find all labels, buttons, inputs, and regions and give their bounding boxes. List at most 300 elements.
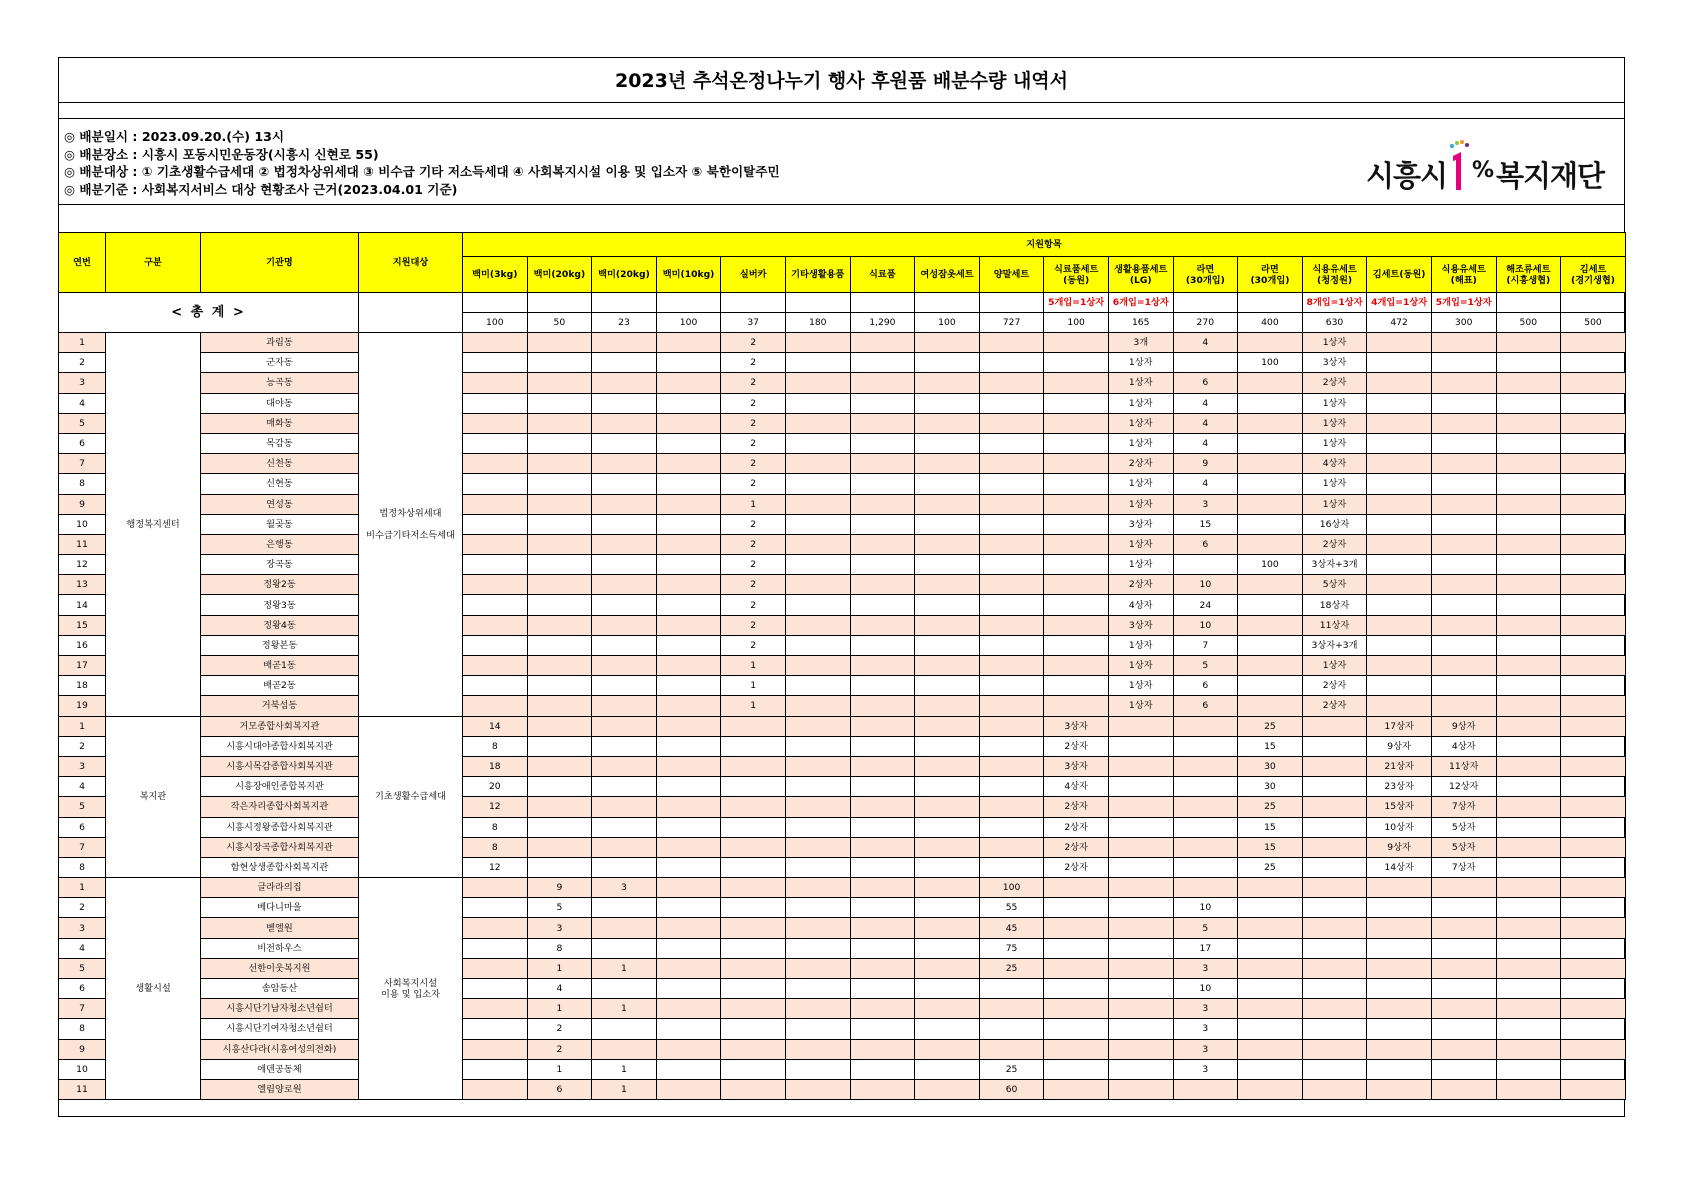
row-value [592, 777, 657, 797]
row-value [592, 393, 657, 413]
total-label: < 총 계 > [59, 293, 359, 333]
pack-note [527, 293, 592, 313]
row-value [1367, 393, 1432, 413]
row-value [1496, 898, 1561, 918]
row-value [785, 817, 850, 837]
row-value [527, 534, 592, 554]
row-no: 10 [59, 514, 106, 534]
row-value [656, 898, 721, 918]
total-value: 270 [1173, 313, 1238, 333]
table-row [59, 736, 1626, 756]
row-value [527, 353, 592, 373]
row-value [656, 474, 721, 494]
row-value [656, 817, 721, 837]
row-value [656, 353, 721, 373]
row-value: 16상자 [1302, 514, 1367, 534]
total-value: 100 [656, 313, 721, 333]
row-value [1496, 1059, 1561, 1079]
row-value [1561, 756, 1626, 776]
row-value [656, 595, 721, 615]
row-value [656, 938, 721, 958]
row-value [1044, 898, 1109, 918]
total-value: 727 [979, 313, 1044, 333]
row-value: 14 [463, 716, 528, 736]
row-value [850, 575, 915, 595]
row-value [1561, 999, 1626, 1019]
row-value [979, 595, 1044, 615]
total-value: 23 [592, 313, 657, 333]
row-value [850, 1079, 915, 1099]
row-value [915, 1039, 980, 1059]
row-org: 시흥시대야종합사회복지관 [201, 736, 359, 756]
row-org: 장곡동 [201, 555, 359, 575]
row-value: 18상자 [1302, 595, 1367, 615]
row-value: 30 [1238, 777, 1303, 797]
row-category: 생활시설 [106, 878, 201, 1100]
row-value [592, 413, 657, 433]
row-org: 과림동 [201, 333, 359, 353]
total-value: 100 [915, 313, 980, 333]
row-value [979, 756, 1044, 776]
document-title: 2023년 추석온정나누기 행사 후원품 배분수량 내역서 [58, 57, 1625, 103]
row-value [1238, 1059, 1303, 1079]
row-value [1431, 1019, 1496, 1039]
row-value: 1상자 [1108, 393, 1173, 413]
row-value [1044, 656, 1109, 676]
row-value: 6 [527, 1079, 592, 1099]
row-value [1496, 837, 1561, 857]
row-value [1173, 837, 1238, 857]
row-value [463, 615, 528, 635]
row-value [592, 656, 657, 676]
row-value: 1상자 [1302, 393, 1367, 413]
row-value [1496, 454, 1561, 474]
row-value: 1상자 [1108, 413, 1173, 433]
table-row [59, 494, 1626, 514]
row-value [1431, 575, 1496, 595]
row-value [979, 635, 1044, 655]
row-value: 2 [721, 333, 786, 353]
row-value [915, 696, 980, 716]
row-value [1496, 413, 1561, 433]
row-value [1561, 635, 1626, 655]
row-value [1431, 373, 1496, 393]
row-value [527, 373, 592, 393]
row-value [1496, 696, 1561, 716]
row-value [721, 938, 786, 958]
header-org: 기관명 [201, 233, 359, 293]
row-value [1108, 736, 1173, 756]
row-value [592, 433, 657, 453]
row-value [1238, 454, 1303, 474]
row-value [592, 696, 657, 716]
row-value: 5 [527, 898, 592, 918]
table-row [59, 656, 1626, 676]
row-value [850, 756, 915, 776]
row-value [785, 999, 850, 1019]
row-value [527, 454, 592, 474]
row-value [1367, 979, 1432, 999]
table-row [59, 716, 1626, 736]
pack-note [1561, 293, 1626, 313]
row-value [1044, 433, 1109, 453]
row-value [1496, 534, 1561, 554]
row-value [1044, 393, 1109, 413]
row-value [1108, 979, 1173, 999]
row-value [850, 373, 915, 393]
row-no: 8 [59, 1019, 106, 1039]
row-value [1496, 353, 1561, 373]
row-value [656, 494, 721, 514]
row-value [527, 777, 592, 797]
row-value [915, 595, 980, 615]
row-value [979, 1039, 1044, 1059]
row-value [1173, 878, 1238, 898]
row-value [785, 1019, 850, 1039]
pack-note [1173, 293, 1238, 313]
row-value [785, 494, 850, 514]
row-org: 정왕3동 [201, 595, 359, 615]
row-value [1173, 716, 1238, 736]
row-value [527, 696, 592, 716]
row-value [527, 736, 592, 756]
row-value [915, 999, 980, 1019]
row-value [656, 413, 721, 433]
info-basis: ◎ 배분기준 : 사회복지서비스 대상 현황조사 근거(2023.04.01 기준) [64, 181, 458, 197]
row-value [785, 797, 850, 817]
row-value [1238, 878, 1303, 898]
row-value [915, 756, 980, 776]
row-value [850, 979, 915, 999]
row-value: 4 [1173, 474, 1238, 494]
row-value: 1 [592, 958, 657, 978]
row-value [785, 1059, 850, 1079]
row-value [1044, 1079, 1109, 1099]
total-value: 500 [1561, 313, 1626, 333]
row-value [1561, 878, 1626, 898]
row-value [915, 837, 980, 857]
header-item: 식용유세트 (해표) [1431, 257, 1496, 293]
row-value [463, 918, 528, 938]
row-value [915, 979, 980, 999]
row-value [1238, 999, 1303, 1019]
row-no: 11 [59, 534, 106, 554]
row-value [463, 413, 528, 433]
row-org: 목감동 [201, 433, 359, 453]
row-value: 15 [1238, 736, 1303, 756]
row-value [1302, 918, 1367, 938]
row-value [850, 353, 915, 373]
row-value [1173, 555, 1238, 575]
row-value [656, 615, 721, 635]
row-value [979, 817, 1044, 837]
row-value [979, 454, 1044, 474]
row-value [463, 474, 528, 494]
header-item: 백미(20kg) [592, 257, 657, 293]
row-org: 시흥시목감종합사회복지관 [201, 756, 359, 776]
row-value [463, 656, 528, 676]
row-value [592, 555, 657, 575]
header-item: 식료품세트 (동원) [1044, 257, 1109, 293]
row-value [1044, 676, 1109, 696]
row-no: 6 [59, 817, 106, 837]
row-value [1108, 958, 1173, 978]
row-value [1044, 696, 1109, 716]
row-value [979, 736, 1044, 756]
row-value [915, 958, 980, 978]
header-item: 여성잠옷세트 [915, 257, 980, 293]
row-value [1367, 555, 1432, 575]
row-value [785, 878, 850, 898]
row-value [1238, 575, 1303, 595]
row-value [1173, 1079, 1238, 1099]
row-value [1302, 1079, 1367, 1099]
row-value [915, 555, 980, 575]
row-value: 1상자 [1108, 433, 1173, 453]
row-value [721, 918, 786, 938]
row-no: 16 [59, 635, 106, 655]
row-value [1496, 615, 1561, 635]
row-value [850, 676, 915, 696]
row-value [785, 676, 850, 696]
row-value [1044, 534, 1109, 554]
row-value [1367, 1019, 1432, 1039]
row-org: 신현동 [201, 474, 359, 494]
row-value [915, 817, 980, 837]
row-value [592, 1019, 657, 1039]
distribution-info [64, 128, 780, 198]
row-value [1431, 999, 1496, 1019]
row-value [1302, 817, 1367, 837]
row-value [1238, 474, 1303, 494]
row-value [785, 716, 850, 736]
header-item: 식용유세트 (청정원) [1302, 257, 1367, 293]
row-value [1044, 1039, 1109, 1059]
row-value [656, 918, 721, 938]
pack-note: 6개입=1상자 [1108, 293, 1173, 313]
row-value [1044, 555, 1109, 575]
row-value [1367, 1059, 1432, 1079]
total-value: 50 [527, 313, 592, 333]
row-value: 75 [979, 938, 1044, 958]
row-value [979, 413, 1044, 433]
row-value [1561, 797, 1626, 817]
row-value [1431, 454, 1496, 474]
pack-note: 4개입=1상자 [1367, 293, 1432, 313]
row-value [1431, 433, 1496, 453]
row-value [979, 979, 1044, 999]
table-row [59, 333, 1626, 353]
row-value [463, 433, 528, 453]
row-org: 베다니마을 [201, 898, 359, 918]
row-no: 8 [59, 857, 106, 877]
row-value [915, 454, 980, 474]
row-value: 1 [721, 696, 786, 716]
row-value [1367, 878, 1432, 898]
row-value [656, 878, 721, 898]
row-value [721, 1059, 786, 1079]
row-value [1431, 1039, 1496, 1059]
row-value [979, 474, 1044, 494]
row-value [1302, 756, 1367, 776]
row-value [915, 898, 980, 918]
row-value [721, 857, 786, 877]
row-value [1108, 1079, 1173, 1099]
row-value [915, 857, 980, 877]
row-value [1238, 1079, 1303, 1099]
row-value [656, 979, 721, 999]
row-value [1367, 656, 1432, 676]
row-value: 5상자 [1431, 837, 1496, 857]
row-no: 2 [59, 736, 106, 756]
table-row [59, 575, 1626, 595]
row-no: 2 [59, 898, 106, 918]
row-value [721, 999, 786, 1019]
row-value [1108, 918, 1173, 938]
row-value: 2상자 [1044, 837, 1109, 857]
row-no: 7 [59, 999, 106, 1019]
row-value [785, 736, 850, 756]
row-value: 4 [1173, 413, 1238, 433]
row-value [1044, 878, 1109, 898]
row-value [850, 999, 915, 1019]
row-value [463, 878, 528, 898]
row-value [527, 514, 592, 534]
header-item: 라면 (30개입) [1173, 257, 1238, 293]
row-value [1044, 474, 1109, 494]
row-value [1431, 918, 1496, 938]
row-value: 1 [592, 999, 657, 1019]
row-org: 거북섬동 [201, 696, 359, 716]
row-value: 1상자 [1108, 696, 1173, 716]
row-value [1431, 898, 1496, 918]
row-value [1561, 817, 1626, 837]
row-value [527, 474, 592, 494]
row-value [656, 333, 721, 353]
row-value [1108, 857, 1173, 877]
row-no: 2 [59, 353, 106, 373]
row-value [656, 837, 721, 857]
spacer-row [58, 103, 1625, 119]
row-value [656, 777, 721, 797]
row-value [1367, 1039, 1432, 1059]
row-org: 거모종합사회복지관 [201, 716, 359, 736]
row-value [1367, 696, 1432, 716]
row-value [850, 736, 915, 756]
row-value [1367, 635, 1432, 655]
table-row [59, 393, 1626, 413]
row-value: 55 [979, 898, 1044, 918]
row-value [1431, 333, 1496, 353]
row-value [915, 1059, 980, 1079]
row-org: 정왕본동 [201, 635, 359, 655]
row-value [850, 1059, 915, 1079]
row-value [850, 837, 915, 857]
row-value [592, 898, 657, 918]
row-value: 10 [1173, 615, 1238, 635]
row-value [1302, 958, 1367, 978]
row-value [656, 433, 721, 453]
row-value [785, 979, 850, 999]
row-value [1496, 716, 1561, 736]
row-value: 30 [1238, 756, 1303, 776]
row-target: 기초생활수급세대 [359, 716, 463, 878]
row-value [979, 716, 1044, 736]
row-value: 1 [721, 676, 786, 696]
row-value [527, 393, 592, 413]
row-value [1431, 676, 1496, 696]
row-value [592, 817, 657, 837]
row-value [785, 474, 850, 494]
row-value [785, 373, 850, 393]
row-value [1561, 494, 1626, 514]
row-value [463, 595, 528, 615]
row-value [915, 676, 980, 696]
row-value [785, 413, 850, 433]
total-value: 472 [1367, 313, 1432, 333]
row-value [1496, 1039, 1561, 1059]
header-item: 김세트 (경기생협) [1561, 257, 1626, 293]
table-row [59, 1059, 1626, 1079]
row-value: 15 [1173, 514, 1238, 534]
table-row [59, 777, 1626, 797]
row-value [1496, 736, 1561, 756]
row-value [979, 514, 1044, 534]
pack-note [850, 293, 915, 313]
header-item: 생활용품세트 (LG) [1108, 257, 1173, 293]
row-value [463, 534, 528, 554]
row-value [463, 1019, 528, 1039]
row-value: 3개 [1108, 333, 1173, 353]
row-value [1367, 575, 1432, 595]
row-value: 7상자 [1431, 857, 1496, 877]
row-value [527, 756, 592, 776]
row-value [1367, 514, 1432, 534]
row-value [1561, 413, 1626, 433]
row-value [1238, 676, 1303, 696]
row-value [463, 575, 528, 595]
row-value: 3 [592, 878, 657, 898]
row-value [1238, 373, 1303, 393]
row-value: 1 [527, 958, 592, 978]
row-value [1367, 333, 1432, 353]
row-value: 12상자 [1431, 777, 1496, 797]
row-value [1496, 918, 1561, 938]
row-value [1431, 1059, 1496, 1079]
row-value: 10상자 [1367, 817, 1432, 837]
row-value [915, 514, 980, 534]
row-value [915, 777, 980, 797]
row-value [915, 393, 980, 413]
row-value [979, 837, 1044, 857]
row-value [656, 1039, 721, 1059]
row-value [850, 635, 915, 655]
row-value [1496, 857, 1561, 877]
row-value [1044, 938, 1109, 958]
row-value [527, 817, 592, 837]
row-value: 3상자 [1302, 353, 1367, 373]
row-value [463, 938, 528, 958]
row-value [1431, 635, 1496, 655]
row-value: 1 [721, 656, 786, 676]
row-value [785, 615, 850, 635]
row-value: 9상자 [1367, 837, 1432, 857]
row-no: 8 [59, 474, 106, 494]
row-value [1108, 716, 1173, 736]
row-value [1044, 918, 1109, 938]
row-value [592, 534, 657, 554]
row-value [656, 635, 721, 655]
